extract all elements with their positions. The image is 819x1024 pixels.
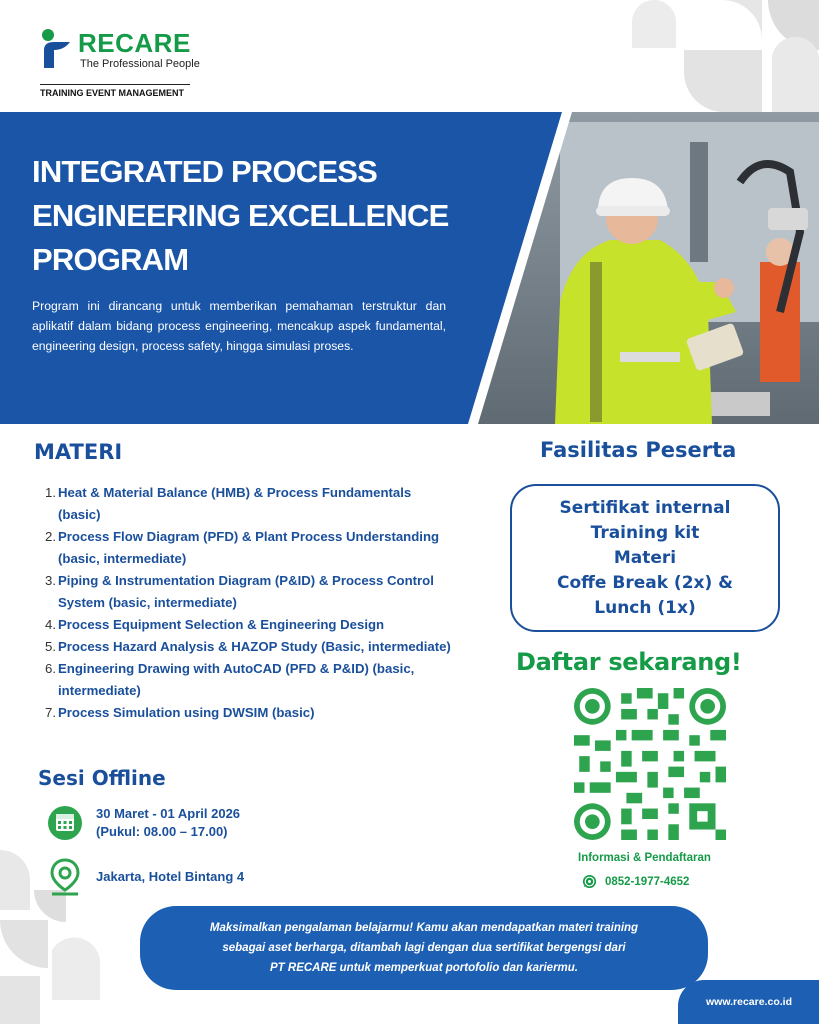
brand-tagline: The Professional People bbox=[80, 58, 200, 70]
materi-item bbox=[34, 636, 454, 658]
materi-item bbox=[34, 526, 454, 570]
materi-item-text: Heat & Material Balance (HMB) & Process Fundamentals (basic) bbox=[58, 485, 412, 522]
program-title-line-3: PROGRAM bbox=[32, 242, 189, 277]
info-registration-label: Informasi & Pendaftaran bbox=[578, 852, 711, 864]
hero-banner bbox=[0, 112, 819, 424]
materi-item-number: 6. bbox=[45, 661, 56, 676]
website-link[interactable]: www.recare.co.id bbox=[706, 996, 792, 1008]
materi-item-text: Process Hazard Analysis & HAZOP Study (Basic, intermediate) bbox=[58, 639, 451, 654]
sesi-time: (Pukul: 08.00 – 17.00) bbox=[96, 824, 228, 839]
sesi-date-row bbox=[48, 804, 240, 842]
fasilitas-item: Coffe Break (2x) & bbox=[556, 573, 734, 593]
decorative-shape-top-right bbox=[632, 0, 819, 112]
materi-item-text: Process Flow Diagram (PFD) & Plant Process Understanding (basic, intermediate) bbox=[58, 529, 440, 566]
sesi-date: 30 Maret - 01 April 2026 bbox=[96, 806, 241, 821]
location-pin-icon bbox=[48, 858, 82, 896]
closing-message-box bbox=[140, 906, 708, 990]
materi-item-text: Engineering Drawing with AutoCAD (PFD & P&ID) (basic, intermediate) bbox=[58, 661, 415, 698]
whatsapp-icon bbox=[582, 874, 597, 889]
registration-qr-code[interactable] bbox=[574, 688, 726, 840]
materi-item-text: Piping & Instrumentation Diagram (P&ID) & Process Control System (basic, intermediate) bbox=[58, 573, 434, 610]
materi-heading: MATERI bbox=[34, 440, 123, 464]
materi-item bbox=[34, 658, 454, 702]
whatsapp-phone: 0852-1977-4652 bbox=[605, 875, 690, 888]
logo-divider bbox=[40, 84, 190, 85]
materi-item-text: Process Simulation using DWSIM (basic) bbox=[58, 705, 315, 720]
brand-name: RECARE bbox=[78, 28, 191, 58]
sesi-location-row bbox=[48, 858, 244, 896]
fasilitas-box bbox=[510, 484, 780, 632]
program-title-line-1: INTEGRATED PROCESS bbox=[32, 154, 378, 189]
materi-list bbox=[34, 482, 454, 724]
materi-item-number: 2. bbox=[45, 529, 56, 544]
program-title bbox=[32, 150, 472, 282]
materi-item bbox=[34, 570, 454, 614]
brand-division: TRAINING EVENT MANAGEMENT bbox=[40, 88, 184, 98]
sesi-heading: Sesi Offline bbox=[38, 766, 166, 790]
program-description: Program ini dirancang untuk memberikan pemahaman terstruktur dan aplikatif dalam bidang process engineering, mencakup aspek fundamental, engineering design, process safety, hingga simulasi proses. bbox=[32, 299, 446, 353]
closing-message-line: PT RECARE untuk memperkuat portofolio dan kariermu. bbox=[270, 962, 578, 974]
closing-message-line: sebagai aset berharga, ditambah lagi dengan dua sertifikat bergengsi dari bbox=[222, 942, 626, 954]
whatsapp-contact[interactable] bbox=[582, 874, 689, 889]
program-title-line-2: ENGINEERING EXCELLENCE bbox=[32, 198, 449, 233]
materi-item-number: 1. bbox=[45, 485, 56, 500]
materi-item-number: 4. bbox=[45, 617, 56, 632]
calendar-icon bbox=[48, 804, 82, 842]
materi-item-number: 3. bbox=[45, 573, 56, 588]
materi-item bbox=[34, 482, 454, 526]
website-tab[interactable] bbox=[678, 980, 819, 1024]
fasilitas-item: Sertifikat internal bbox=[559, 498, 731, 518]
sesi-location: Jakarta, Hotel Bintang 4 bbox=[96, 869, 245, 884]
materi-item bbox=[34, 702, 454, 724]
sesi-date-text bbox=[96, 805, 240, 841]
recare-logo-icon bbox=[40, 28, 74, 68]
fasilitas-item: Lunch (1x) bbox=[594, 598, 696, 618]
materi-item-text: Process Equipment Selection & Engineering Design bbox=[58, 617, 385, 632]
recare-logo bbox=[40, 24, 200, 102]
fasilitas-item: Training kit bbox=[590, 523, 700, 543]
closing-message-line: Maksimalkan pengalaman belajarmu! Kamu akan mendapatkan materi training bbox=[209, 922, 639, 934]
materi-item-number: 7. bbox=[45, 705, 56, 720]
fasilitas-item: Materi bbox=[613, 548, 677, 568]
materi-item-number: 5. bbox=[45, 639, 56, 654]
fasilitas-heading: Fasilitas Peserta bbox=[540, 438, 737, 462]
materi-item bbox=[34, 614, 454, 636]
register-heading: Daftar sekarang! bbox=[516, 648, 742, 676]
